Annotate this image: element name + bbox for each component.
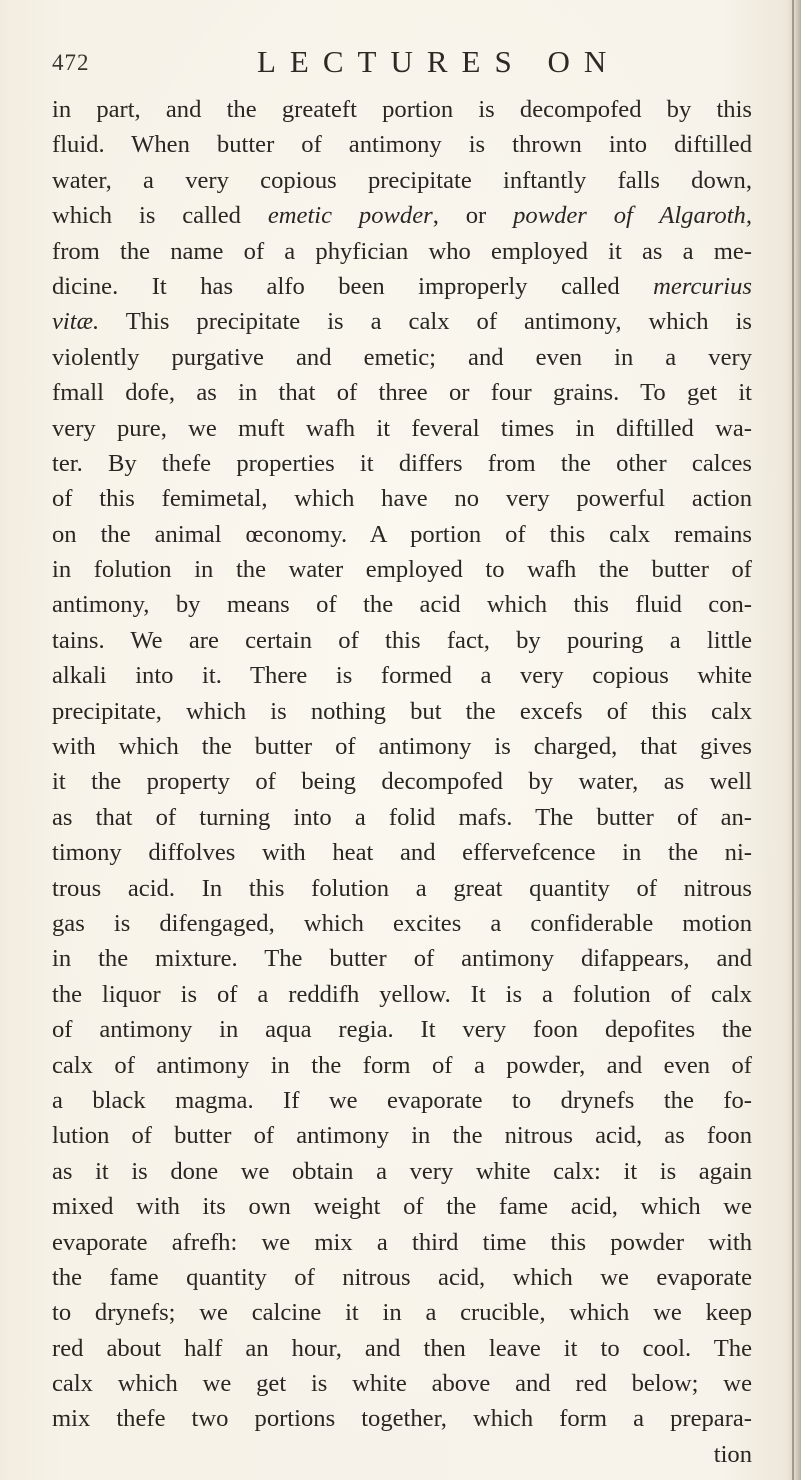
text-segment: it the property of being decompofed by water, as well — [52, 768, 752, 796]
page-header — [52, 44, 752, 84]
text-line — [52, 1401, 752, 1436]
text-segment: calx which we get is white above and red below; we — [52, 1370, 752, 1398]
text-segment: fmall dofe, as in that of three or four grains. To get it — [52, 379, 752, 407]
text-line — [52, 1366, 752, 1401]
text-segment: violently purgative and emetic; and even in a very — [52, 343, 752, 371]
text-segment: as that of turning into a folid mafs. The butter of an- — [52, 803, 752, 831]
text-segment: , or — [432, 202, 514, 230]
text-line — [52, 340, 752, 375]
text-line — [52, 1295, 752, 1330]
text-line — [52, 127, 752, 162]
text-line — [52, 234, 752, 269]
text-line — [52, 977, 752, 1012]
text-line — [52, 694, 752, 729]
text-line — [52, 835, 752, 870]
text-segment: of antimony in aqua regia. It very foon depofites the — [52, 1016, 752, 1044]
text-line — [52, 871, 752, 906]
text-segment: very pure, we muft wafh it feveral times in diftilled wa- — [52, 414, 752, 442]
text-line — [52, 1260, 752, 1295]
text-line — [52, 623, 752, 658]
text-segment: This precipitate is a calx of antimony, which is — [99, 308, 752, 336]
text-segment: the fame quantity of nitrous acid, which we evaporate — [52, 1263, 752, 1291]
text-line — [52, 1225, 752, 1260]
text-line — [52, 941, 752, 976]
text-segment: of this femimetal, which have no very powerful action — [52, 485, 752, 513]
text-line — [52, 411, 752, 446]
text-line — [52, 1154, 752, 1189]
text-segment: mixed with its own weight of the fame acid, which we — [52, 1193, 752, 1221]
text-line — [52, 729, 752, 764]
text-line — [52, 552, 752, 587]
text-segment: evaporate afrefh: we mix a third time this powder with — [52, 1228, 752, 1256]
text-segment: in folution in the water employed to wafh the butter of — [52, 556, 752, 584]
italic-term: powder of Algaroth, — [513, 202, 752, 230]
italic-term: emetic powder — [267, 202, 433, 230]
page-edge-shadow — [787, 0, 801, 1480]
page-number: 472 — [52, 50, 90, 75]
text-segment: in the mixture. The butter of antimony difappears, and — [52, 945, 752, 973]
text-line — [52, 517, 752, 552]
text-segment: red about half an hour, and then leave it to cool. The — [52, 1334, 752, 1362]
text-segment: tion — [713, 1440, 752, 1468]
text-segment: to drynefs; we calcine it in a crucible, which we keep — [52, 1299, 752, 1327]
text-segment: calx of antimony in the form of a powder, and even of — [52, 1051, 752, 1079]
text-segment: on the animal œconomy. A portion of this calx remains — [52, 520, 752, 548]
text-line — [52, 1083, 752, 1118]
text-segment: dicine. It has alfo been improperly called — [52, 272, 654, 300]
text-segment: fluid. When butter of antimony is thrown into diftilled — [52, 131, 752, 159]
text-segment: antimony, by means of the acid which this fluid con- — [52, 591, 752, 619]
text-line — [52, 163, 752, 198]
text-segment: from the name of a phyfician who employed it as a me- — [52, 237, 752, 265]
text-line — [52, 92, 752, 127]
text-line — [52, 269, 752, 304]
text-segment: trous acid. In this folution a great quantity of nitrous — [52, 874, 752, 902]
page-edge-line — [792, 0, 794, 1480]
text-segment: with which the butter of antimony is charged, that gives — [52, 733, 752, 761]
text-segment: alkali into it. There is formed a very copious white — [52, 662, 752, 690]
text-line — [52, 764, 752, 799]
text-line — [52, 587, 752, 622]
text-segment: a black magma. If we evaporate to drynefs the fo- — [52, 1086, 752, 1114]
text-line — [52, 906, 752, 941]
text-line — [52, 1331, 752, 1366]
text-line — [52, 1437, 752, 1472]
text-segment: tains. We are certain of this fact, by pouring a little — [52, 626, 752, 654]
text-line — [52, 481, 752, 516]
text-line — [52, 1118, 752, 1153]
text-segment: gas is difengaged, which excites a confiderable motion — [52, 909, 752, 937]
text-segment: ter. By thefe properties it differs from the other calces — [52, 449, 752, 477]
text-line — [52, 375, 752, 410]
text-line — [52, 198, 752, 233]
text-segment: lution of butter of antimony in the nitrous acid, as foon — [52, 1122, 752, 1150]
text-line — [52, 446, 752, 481]
text-segment: in part, and the greateft portion is decompofed by this — [52, 96, 752, 123]
text-line — [52, 1048, 752, 1083]
text-segment: precipitate, which is nothing but the excefs of this calx — [52, 697, 752, 725]
running-head: LECTURES ON — [257, 44, 621, 79]
italic-term: mercurius — [653, 272, 752, 300]
text-segment: the liquor is of a reddifh yellow. It is a folution of calx — [52, 980, 752, 1008]
text-segment: which is called — [52, 202, 268, 230]
text-segment: as it is done we obtain a very white calx: it is again — [52, 1157, 752, 1185]
italic-term: vitæ. — [52, 308, 100, 336]
text-line — [52, 800, 752, 835]
text-line — [52, 1012, 752, 1047]
text-line — [52, 1189, 752, 1224]
text-segment: timony diffolves with heat and effervefcence in the ni- — [52, 839, 752, 867]
body-text — [52, 92, 752, 1472]
text-segment: water, a very copious precipitate inftantly falls down, — [52, 166, 752, 194]
text-line — [52, 304, 752, 339]
text-segment: mix thefe two portions together, which form a prepara- — [52, 1405, 752, 1433]
text-line — [52, 658, 752, 693]
